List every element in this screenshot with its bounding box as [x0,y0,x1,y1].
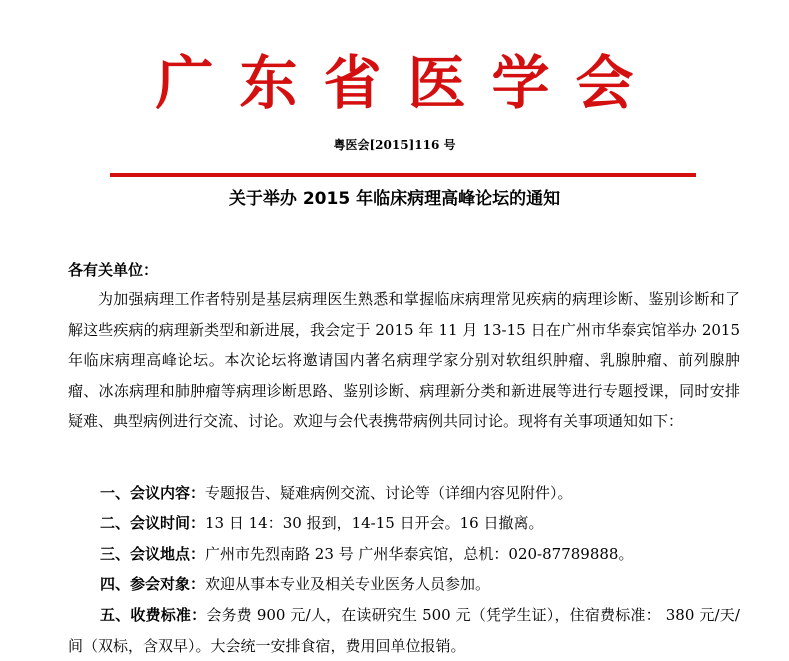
body-paragraph: 为加强病理工作者特别是基层病理医生熟悉和掌握临床病理常见疾病的病理诊断、鉴别诊断和了解这些疾病的病理新类型和新进展，我会定于 2015 年 11 月 13-15 日在广州市华泰宾馆举办 2015 年临床病理高峰论坛。本次论坛将邀请国内著名病理学家分别对软组织肿瘤、乳腺肿瘤、前列腺肿瘤、冰冻病理和肺肿瘤等病理诊断思路、鉴别诊断、病理新分类和新进展等进行专题授课，同时安排疑难、典型病例进行交流、讨论。欢迎与会代表携带病例共同讨论。现将有关事项通知如下： [68,290,740,430]
document-number: 粤医会[2015]116 号 [333,138,456,152]
notice-item-attendees [100,569,740,600]
item-label: 五、收费标准： [100,606,207,624]
item-text: 广州市先烈南路 23 号 广州华泰宾馆，总机：020-87789888。 [205,545,634,563]
notice-item-fees [68,600,740,661]
item-text: 13 日 14：30 报到，14-15 日开会。16 日撤离。 [205,514,544,532]
organization-title: 广东省医学会 [155,49,660,117]
item-label: 二、会议时间： [100,514,206,532]
notice-item-location [100,539,740,570]
red-divider-line [110,173,696,177]
notice-item-content [100,478,740,509]
item-text: 会务费 900 元/人，在读研究生 500 元（凭学生证），住宿费标准： 380 元/天/间（双标，含双早）。大会统一安排食宿，费用回单位报销。 [68,606,740,655]
salutation: 各有关单位： [68,261,159,279]
item-label: 三、会议地点： [100,545,206,563]
notice-title: 关于举办 2015 年临床病理高峰论坛的通知 [228,189,561,209]
item-label: 四、参会对象： [100,575,206,593]
notice-item-time [100,508,740,539]
item-text: 专题报告、疑难病例交流、讨论等（详细内容见附件）。 [205,484,573,502]
letterhead [0,0,789,200]
item-text: 欢迎从事本专业及相关专业医务人员参加。 [205,575,491,593]
item-label: 一、会议内容： [100,484,206,502]
